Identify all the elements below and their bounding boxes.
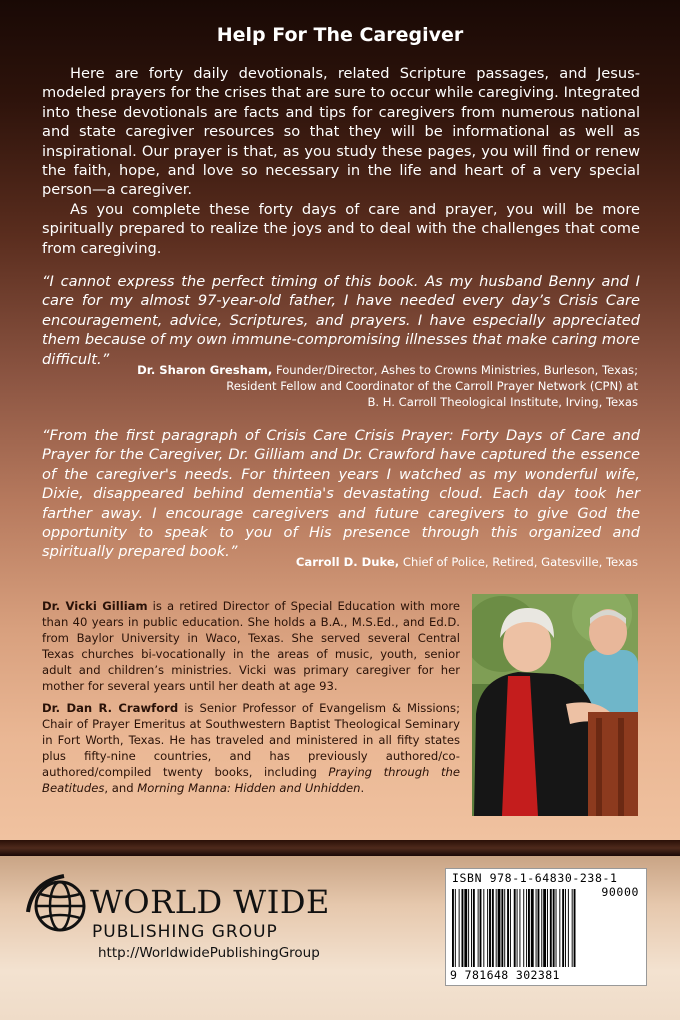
barcode-bar [464,889,467,967]
barcode-bar [553,889,555,967]
barcode-bar [487,889,488,967]
author-bio-text: is Senior Professor of Evangelism & Missions; Chair of Prayer Emeritus at Southwestern Baptist Theological Seminary in Fort Worth, Texas. He has traveled and ministered in all fifty states plus fifty-nine countries, and has previously authored/co-authored/compiled twenty books, including [42,701,460,779]
barcode-bar [531,889,534,967]
author-bio [42,598,460,694]
barcode-bar [468,889,469,967]
isbn-barcode [445,868,647,986]
publisher-name: WORLD WIDE [90,883,330,921]
endorser-name: Carroll D. Duke, [295,555,400,569]
barcode-bar [574,889,576,967]
barcode-bar [507,889,509,967]
barcode-bar [504,889,505,967]
barcode-bar [510,889,511,967]
barcode-bar [478,889,479,967]
endorser-role: B. H. Carroll Theological Institute, Irving, Texas [367,395,638,409]
author-bio [42,700,460,796]
endorsement-quote: “From the first paragraph of Crisis Care Crisis Prayer: Forty Days of Care and Prayer for the Caregiver, Dr. Gilliam and Dr. Crawford have captured the essence of the caregiver's needs. For thirteen years I watched as my wonderful wife, Dixie, disappeared behind dementia's devastating cloud. Each day took her farther away. I encourage caregivers and future caregivers to give God the opportunity to speak to you of His presence through this organized and spiritually prepared book.” [42,427,640,561]
book-title: Praying through the Beatitudes [42,765,460,795]
isbn-number: ISBN 978-1-64830-238-1 [452,871,618,885]
description-blurb [42,64,640,258]
endorser-role: Chief of Police, Retired, Gatesville, Texas [399,555,638,569]
barcode-bar [565,889,566,967]
authors-photo [472,594,638,816]
barcode-bar [556,889,557,967]
barcode-bar [562,889,564,967]
endorsement-attribution [78,362,638,410]
barcode-bar [568,889,569,967]
barcode-bar [536,889,537,967]
book-title: Morning Manna: Hidden and Unhidden [137,781,361,795]
barcode-bar [489,889,491,967]
ean-number: 9 781648 302381 [450,968,560,982]
endorsement-attribution [78,554,638,570]
barcode-bar [559,889,560,967]
barcode-bar [526,889,527,967]
barcode-bar [538,889,540,967]
author-bio-text: , and [104,781,138,795]
barcode-bar [498,889,501,967]
barcode-bar [572,889,573,967]
barcode-bar [462,889,464,967]
globe-icon [26,872,86,936]
endorser-role: Resident Fellow and Coordinator of the Carroll Prayer Network (CPN) at [226,379,638,393]
blurb-paragraph: As you complete these forty days of care and prayer, you will be more spiritually prepared to realize the joys and to deal with the challenges that come from caregiving. [42,200,640,257]
cover-title: Help For The Caregiver [216,24,464,46]
author-name: Dr. Vicki Gilliam [42,599,148,613]
barcode-bar [483,889,484,967]
publisher-url: http://WorldwidePublishingGroup [98,945,320,961]
barcode-bars [452,889,638,967]
author-bio-text: . [360,781,365,795]
barcode-bar [480,889,482,967]
barcode-bar [455,889,456,967]
authors-photo-illustration [472,594,638,816]
endorsement-quote: “I cannot express the perfect timing of this book. As my husband Benny and I care for my almost 97-year-old father, I have needed every day’s Crisis Care encouragement, advice, Scriptures, and prayers. I have especially appreciated them because of my own immune-compromising illnesses that make caring more difficult.” [42,273,640,368]
barcode-bar [517,889,518,967]
barcode-bar [473,889,475,967]
publisher-subname: PUBLISHING GROUP [92,922,278,942]
barcode-bar [496,889,497,967]
blurb-paragraph: Here are forty daily devotionals, related Scripture passages, and Jesus-modeled prayers for the crises that are sure to occur while caregiving. Integrated into these devotionals are facts and tips for caregivers from numerous national and state caregiver resources so that they will be informational as well as inspirational. Our prayer is that, as you study these pages, you will find or renew the faith, hope, and love so necessary in the life and heart of a very special person—a caregiver. [42,65,640,199]
barcode-bar [514,889,516,967]
author-bio-text: is a retired Director of Special Education with more than 40 years in public education. She holds a B.A., M.S.Ed., and Ed.D. from Baylor University in Waco, Texas. She served several Central Texas churches bi-vocationally in the areas of music, youth, senior adult and children’s ministries. Vicki was primary caregiver for her mother for several years until her death at age 93. [42,599,461,693]
price-code: 90000 [601,885,639,899]
author-name: Dr. Dan R. Crawford [42,701,179,715]
barcode-bar [547,889,548,967]
endorser-role: Founder/Director, Ashes to Crowns Ministries, Burleson, Texas; [272,363,638,377]
barcode-bar [492,889,494,967]
barcode-bar [519,889,520,967]
barcode-bar [471,889,472,967]
barcode-bar [452,889,454,967]
barcode-bar [528,889,530,967]
barcode-bar [501,889,503,967]
endorser-name: Dr. Sharon Gresham, [137,363,273,377]
barcode-bar [550,889,552,967]
barcode-bar [459,889,460,967]
barcode-bar [523,889,524,967]
barcode-bar [541,889,542,967]
divider-band [0,840,680,856]
barcode-bar [543,889,546,967]
